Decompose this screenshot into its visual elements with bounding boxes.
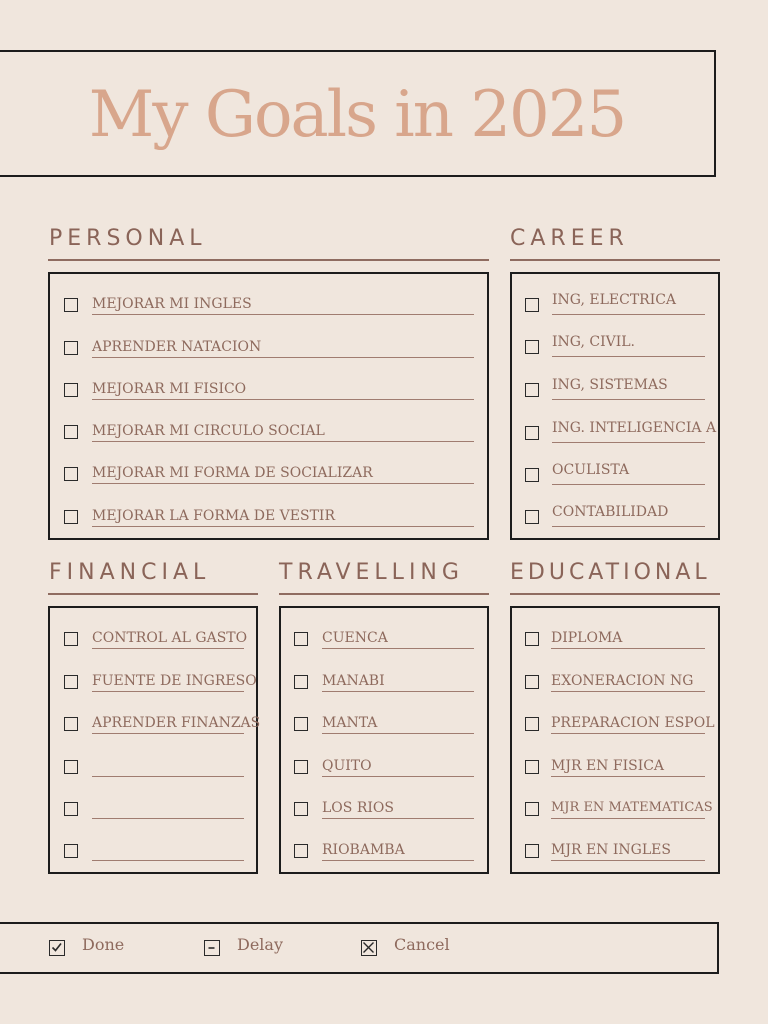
checkbox[interactable] — [294, 675, 308, 689]
checkbox[interactable] — [525, 468, 539, 482]
goal-label: LOS RIOS — [322, 800, 394, 816]
goal-line — [92, 441, 474, 442]
list-item[interactable] — [64, 757, 244, 781]
list-item[interactable] — [64, 629, 248, 653]
checkbox[interactable] — [64, 467, 78, 481]
checkbox[interactable] — [64, 632, 78, 646]
goal-label: MANABI — [322, 673, 385, 689]
list-item[interactable] — [64, 799, 244, 823]
checkbox[interactable] — [525, 802, 539, 816]
goal-line — [92, 314, 474, 315]
list-item[interactable] — [294, 841, 474, 865]
list-item[interactable] — [64, 380, 474, 404]
goal-line — [552, 526, 705, 527]
list-item[interactable] — [294, 714, 474, 738]
checkbox[interactable] — [294, 760, 308, 774]
goal-label: ING, ELECTRICA — [552, 292, 677, 308]
goal-label: FUENTE DE INGRESO — [92, 673, 257, 689]
checkbox[interactable] — [525, 717, 539, 731]
goal-line — [92, 357, 474, 358]
goal-line — [92, 860, 244, 861]
goal-line — [552, 314, 705, 315]
goal-line — [92, 526, 474, 527]
financial-heading: FINANCIAL — [49, 560, 211, 585]
checkbox[interactable] — [64, 802, 78, 816]
goal-line — [92, 483, 474, 484]
career-rule — [510, 259, 720, 261]
checkbox[interactable] — [64, 675, 78, 689]
legend-done-label: Done — [82, 935, 125, 954]
goal-line — [322, 776, 474, 777]
list-item[interactable] — [294, 799, 474, 823]
goal-label: CONTABILIDAD — [552, 504, 669, 520]
checkbox[interactable] — [64, 425, 78, 439]
list-item[interactable] — [64, 338, 474, 362]
goal-line — [551, 776, 705, 777]
goal-label: PREPARACION ESPOL — [551, 715, 715, 731]
goal-line — [92, 818, 244, 819]
goal-label: MEJORAR MI FISICO — [92, 381, 247, 397]
checkbox[interactable] — [294, 717, 308, 731]
list-item[interactable] — [525, 714, 715, 738]
goal-label: ING, CIVIL. — [552, 334, 635, 350]
goal-label: MEJORAR MI CIRCULO SOCIAL — [92, 423, 325, 439]
goal-line — [551, 648, 705, 649]
checkbox[interactable] — [525, 426, 539, 440]
goal-label: ING. INTELIGENCIA A — [552, 420, 717, 436]
checkbox[interactable] — [525, 844, 539, 858]
goal-label: EXONERACION NG — [551, 673, 694, 689]
list-item[interactable] — [525, 503, 705, 527]
educational-heading: EDUCATIONAL — [510, 560, 711, 585]
goal-label: RIOBAMBA — [322, 842, 405, 858]
goal-line — [552, 484, 705, 485]
checkbox[interactable] — [64, 341, 78, 355]
checkbox[interactable] — [64, 298, 78, 312]
goal-label: DIPLOMA — [551, 630, 623, 646]
list-item[interactable] — [525, 291, 705, 315]
goal-line — [322, 691, 474, 692]
goal-line — [92, 648, 244, 649]
goal-line — [552, 442, 705, 443]
list-item[interactable] — [64, 714, 261, 738]
page-title: My Goals in 2025 — [88, 78, 626, 152]
list-item[interactable] — [294, 629, 474, 653]
list-item[interactable] — [525, 672, 705, 696]
goal-line — [551, 818, 705, 819]
goal-line — [551, 733, 705, 734]
personal-heading: PERSONAL — [49, 226, 207, 251]
list-item[interactable] — [525, 799, 713, 823]
goal-label: APRENDER FINANZAS — [92, 715, 261, 731]
travelling-heading: TRAVELLING — [279, 560, 464, 585]
checkbox[interactable] — [64, 844, 78, 858]
delay-minus-icon — [204, 940, 220, 956]
career-heading: CAREER — [510, 226, 629, 251]
goal-line — [92, 691, 244, 692]
list-item[interactable] — [294, 672, 474, 696]
goal-label: CONTROL AL GASTO — [92, 630, 248, 646]
title-box — [0, 50, 716, 177]
goal-label: OCULISTA — [552, 462, 630, 478]
checkbox[interactable] — [64, 760, 78, 774]
goal-label: APRENDER NATACION — [92, 339, 262, 355]
list-item[interactable] — [64, 295, 474, 319]
list-item[interactable] — [525, 841, 705, 865]
goal-line — [322, 733, 474, 734]
goal-line — [322, 818, 474, 819]
list-item[interactable] — [525, 461, 705, 485]
list-item[interactable] — [64, 841, 244, 865]
personal-rule — [48, 259, 489, 261]
goal-line — [551, 860, 705, 861]
goal-line — [551, 691, 705, 692]
goal-label: MEJORAR MI FORMA DE SOCIALIZAR — [92, 465, 373, 481]
checkbox[interactable] — [525, 760, 539, 774]
goal-line — [92, 776, 244, 777]
financial-rule — [48, 593, 258, 595]
legend-cancel-label: Cancel — [394, 935, 450, 954]
list-item[interactable] — [525, 419, 717, 443]
list-item[interactable] — [64, 672, 257, 696]
goal-label: MANTA — [322, 715, 378, 731]
legend-delay-label: Delay — [237, 935, 283, 954]
goal-label: QUITO — [322, 758, 372, 774]
goal-label: MJR EN MATEMATICAS — [551, 800, 713, 815]
checkbox[interactable] — [525, 298, 539, 312]
checkbox[interactable] — [525, 340, 539, 354]
list-item[interactable] — [525, 757, 705, 781]
checkbox[interactable] — [64, 383, 78, 397]
goal-line — [552, 356, 705, 357]
goal-line — [92, 733, 244, 734]
done-check-icon — [49, 940, 65, 956]
checkbox[interactable] — [525, 632, 539, 646]
list-item[interactable] — [64, 507, 474, 531]
goal-label: MEJORAR LA FORMA DE VESTIR — [92, 508, 335, 524]
goal-label: ING, SISTEMAS — [552, 377, 668, 393]
goal-line — [322, 648, 474, 649]
checkbox[interactable] — [525, 675, 539, 689]
travelling-rule — [279, 593, 489, 595]
goal-line — [322, 860, 474, 861]
checkbox[interactable] — [294, 844, 308, 858]
checkbox[interactable] — [294, 632, 308, 646]
educational-rule — [510, 593, 720, 595]
list-item[interactable] — [294, 757, 474, 781]
list-item[interactable] — [525, 333, 705, 357]
list-item[interactable] — [525, 376, 705, 400]
checkbox[interactable] — [525, 510, 539, 524]
goal-label: CUENCA — [322, 630, 388, 646]
list-item[interactable] — [525, 629, 705, 653]
checkbox[interactable] — [294, 802, 308, 816]
list-item[interactable] — [64, 422, 474, 446]
goal-line — [92, 399, 474, 400]
goal-label: MJR EN FISICA — [551, 758, 665, 774]
checkbox[interactable] — [525, 383, 539, 397]
cancel-x-icon — [361, 940, 377, 956]
goal-line — [552, 399, 705, 400]
checkbox[interactable] — [64, 717, 78, 731]
checkbox[interactable] — [64, 510, 78, 524]
goal-label: MEJORAR MI INGLES — [92, 296, 252, 312]
goal-label: MJR EN INGLES — [551, 842, 671, 858]
list-item[interactable] — [64, 464, 474, 488]
